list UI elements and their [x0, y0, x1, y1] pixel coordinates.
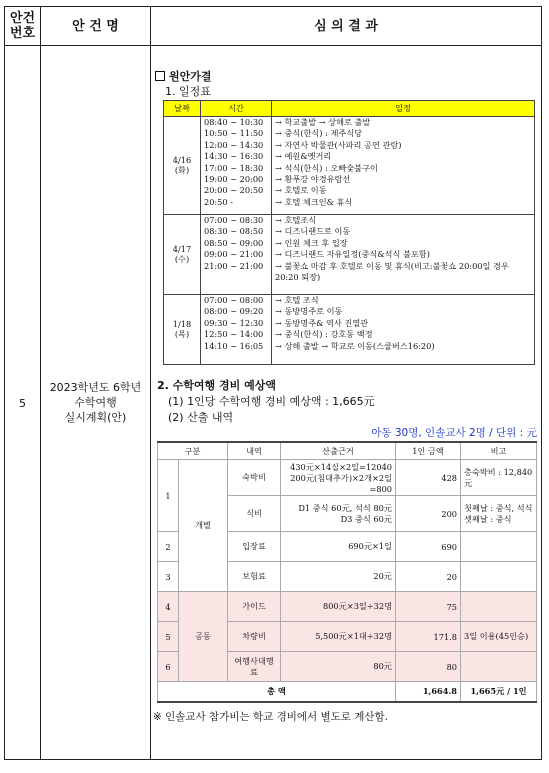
schedule-table	[163, 100, 535, 365]
schedule-time: 14:30 ~ 16:30	[204, 151, 264, 162]
agenda-name-line: 수학여행	[74, 396, 117, 409]
table-row: 5 차량비 5,500元×1대÷32명 171.8 3일 이용(45인승)	[158, 622, 537, 652]
cost-header: 구분	[158, 442, 228, 460]
footnote: ※ 인솔교사 참가비는 학교 경비에서 별도로 계산함.	[153, 711, 389, 723]
schedule-plan: → 호텔 체크인& 휴식	[275, 196, 353, 207]
schedule-plan: → 예원&옛거리	[275, 151, 332, 162]
schedule-times	[201, 117, 272, 215]
schedule-plan: → 동방명주로 이동	[275, 306, 343, 317]
schedule-plan: → 동방명주& 역사 진열관	[275, 317, 369, 328]
cost-header: 비고	[461, 442, 537, 460]
schedule-time: 07:00 ~ 08:30	[204, 215, 264, 225]
schedule-time: 19:00 ~ 20:00	[204, 174, 264, 185]
schedule-day: 4/16 (화)	[164, 117, 201, 215]
minutes-frame	[4, 6, 542, 760]
schedule-plans	[272, 215, 535, 295]
section-title: 원안가결	[155, 68, 212, 84]
schedule-time: 10:50 ~ 11:50	[204, 128, 264, 139]
cost-estimate: (1) 1인당 수학여행 경비 예상액 : 1,665元	[168, 395, 375, 408]
cost-header: 내역	[228, 442, 281, 460]
schedule-plan: → 황푸강 야경유람선	[275, 174, 351, 185]
cost-header: 산출근거	[281, 442, 396, 460]
table-row: 2 입장료 690元×1일 690	[158, 532, 537, 562]
schedule-time: 20:00 ~ 20:50	[204, 185, 264, 196]
schedule-row	[164, 295, 535, 365]
schedule-plan: → 상해 출발 → 학교로 이동(스쿨버스16:20)	[275, 340, 435, 351]
table-row: 1 개별 숙박비 430元×14실×2일=12040 200元(침대추가)×2개×2일=800 428 총숙박비 : 12,840元	[158, 460, 537, 496]
schedule-header: 시간	[201, 101, 272, 117]
table-row: 4 공동 가이드 800元×3일÷32명 75	[158, 592, 537, 622]
schedule-plans	[272, 117, 535, 215]
table-row: 6 여행사대행료 80元 80	[158, 652, 537, 682]
schedule-time: 17:00 ~ 18:30	[204, 162, 264, 173]
table-header	[5, 7, 541, 46]
header-name: 안 건 명	[72, 18, 119, 34]
schedule-time: 08:30 ~ 08:50	[204, 226, 264, 237]
table-row: 식비 D1 중식 60元, 석식 80元 D3 중식 60元 200 첫째날 : 중식, 석식 셋째날 : 중식	[158, 496, 537, 532]
table-row: 3 보험료 20元 20	[158, 562, 537, 592]
schedule-plan: → 호텔조식	[275, 215, 317, 225]
schedule-day: 1/18 (목)	[164, 295, 201, 365]
schedule-plan: → 인원 체크 후 입장	[275, 237, 348, 248]
header-no: 안건 번호	[9, 11, 36, 41]
schedule-row	[164, 215, 535, 295]
agenda-number: 5	[19, 397, 26, 410]
schedule-time: 08:00 ~ 09:20	[204, 306, 264, 317]
subsection-title: 1. 일정표	[165, 85, 211, 98]
schedule-header: 일정	[272, 101, 535, 117]
schedule-plan: → 호텔로 이동	[275, 185, 327, 196]
schedule-header: 날짜	[164, 101, 201, 117]
col-divider	[150, 7, 151, 759]
schedule-times	[201, 215, 272, 295]
schedule-time: 14:10 ~ 16:05	[204, 340, 264, 351]
total-row: 총 액 1,664.8 1,665元 / 1인	[158, 682, 537, 702]
schedule-row	[164, 117, 535, 215]
schedule-plan: → 학교출발 → 상해로 출발	[275, 117, 371, 127]
agenda-name	[41, 380, 150, 425]
checkbox-icon	[155, 71, 165, 81]
schedule-time: 12:50 ~ 14:00	[204, 329, 264, 340]
schedule-plan: → 중식(한식) : 강호동 백정	[275, 329, 373, 340]
agenda-name-line: 실시계획(안)	[64, 411, 127, 424]
schedule-day: 4/17 (수)	[164, 215, 201, 295]
schedule-time: 07:00 ~ 08:00	[204, 295, 264, 305]
cost-table	[157, 441, 537, 703]
schedule-time: 09:00 ~ 21:00	[204, 249, 264, 260]
cost-breakdown-title: (2) 산출 내역	[168, 411, 234, 424]
schedule-time: 09:30 ~ 12:30	[204, 317, 264, 328]
schedule-plan: → 불꽃쇼 마감 후 호텔로 이동 및 휴식(비고:불꽃쇼 20:00일 경우 20:20 퇴장)	[275, 260, 509, 283]
schedule-plan: → 석식(한식) : 오빠숯불구이	[275, 162, 378, 173]
schedule-plan: → 디즈니랜드로 이동	[275, 226, 351, 237]
schedule-time: 08:40 ~ 10:30	[204, 117, 264, 127]
schedule-plan: → 자연사 박물관(사파리 공연 관람)	[275, 139, 402, 150]
schedule-time: 12:00 ~ 14:30	[204, 139, 264, 150]
cost-header: 1인 금액	[396, 442, 461, 460]
schedule-times	[201, 295, 272, 365]
schedule-time: 20:50 -	[204, 196, 233, 207]
schedule-plan: → 중식(한식) : 제주식당	[275, 128, 363, 139]
schedule-time: 21:00 ~ 21:00	[204, 260, 264, 271]
agenda-name-line: 2023학년도 6학년	[49, 381, 142, 394]
schedule-plan: → 호텔 조식	[275, 295, 319, 305]
schedule-time: 08:50 ~ 09:00	[204, 237, 264, 248]
schedule-plan: → 디즈니랜드 자유일정(중식&석식 불포함)	[275, 249, 430, 260]
section2-title: 2. 수학여행 경비 예상액	[157, 379, 276, 392]
unit-line: 아동 30명, 인솔교사 2명 / 단위 : 元	[371, 427, 537, 439]
schedule-plans	[272, 295, 535, 365]
header-result: 심 의 결 과	[314, 18, 378, 34]
